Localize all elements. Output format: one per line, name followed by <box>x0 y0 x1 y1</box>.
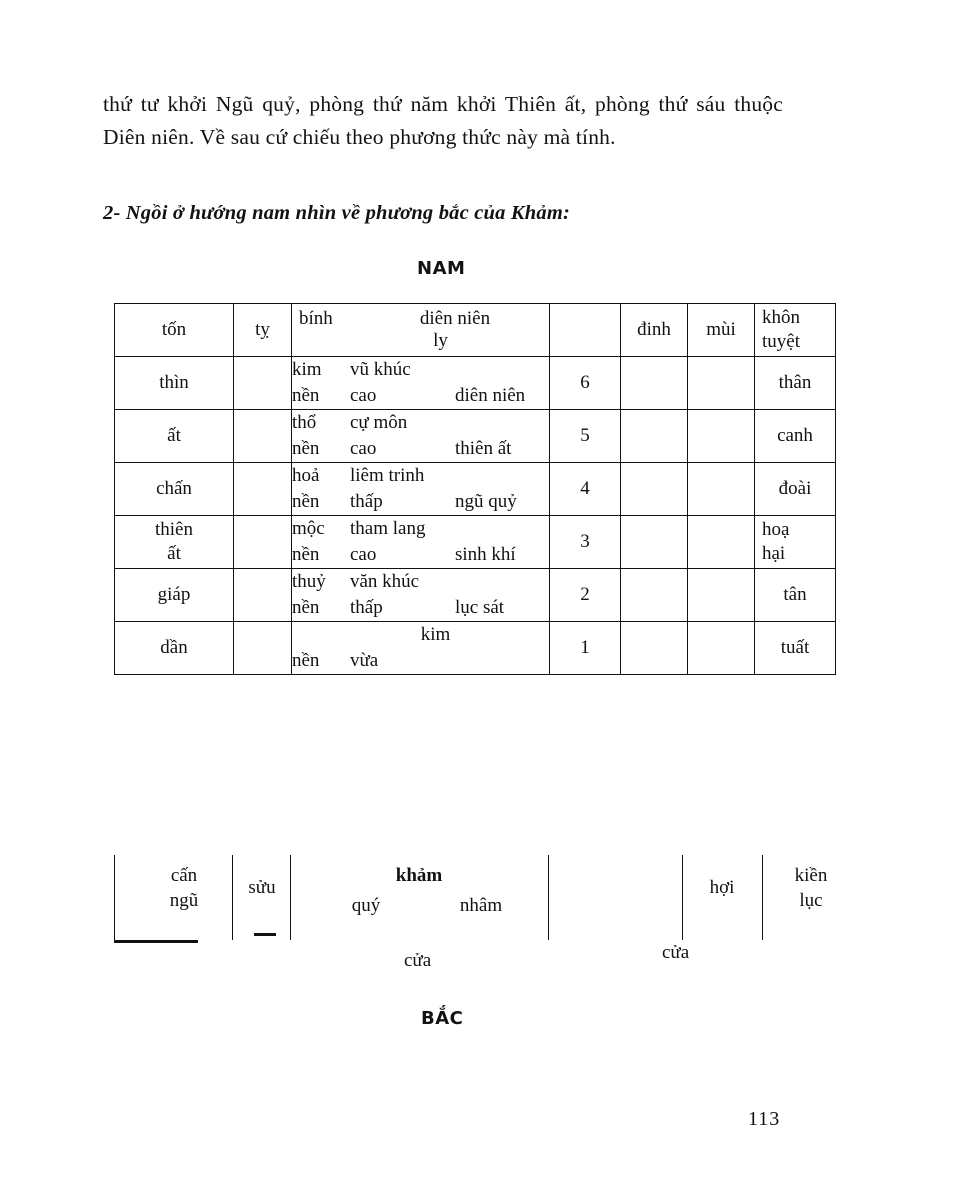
cell-r3-sub-a: cao <box>350 438 377 459</box>
divider-line <box>114 855 115 940</box>
cell-r7-c2 <box>234 622 292 675</box>
cell-r7-c6 <box>688 622 755 675</box>
table-row <box>115 304 836 357</box>
cell-r2-c5 <box>621 357 688 410</box>
direction-label-bac: BẮC <box>421 1008 464 1029</box>
cell-r5-c7 <box>755 516 836 569</box>
divider-line <box>232 855 233 940</box>
bottom-cell-nham: nhâm <box>459 895 503 916</box>
cell-r3-c5 <box>621 410 688 463</box>
cell-r7-sub: vừa <box>350 650 379 671</box>
cell-r3-c6 <box>688 410 755 463</box>
cell-r1-c5: đinh <box>621 304 688 357</box>
cell-r5-c6 <box>688 516 755 569</box>
cell-r5-sub-b: sinh khí <box>455 544 516 565</box>
cell-r2-c1: thìn <box>115 357 234 410</box>
direction-label-nam: NAM <box>417 258 466 279</box>
cell-r6-c7: tân <box>755 569 836 622</box>
bottom-cell-suu: sửu <box>248 877 276 898</box>
bottom-tick-line <box>254 933 276 936</box>
bottom-can-line2: ngũ <box>169 890 199 911</box>
cell-r7-c5 <box>621 622 688 675</box>
cell-r1-main: diên niên <box>419 308 491 329</box>
cell-r3-main: cự môn <box>350 412 408 433</box>
cell-r5-c7-line2: hại <box>762 543 786 564</box>
cell-r7-c1: dần <box>115 622 234 675</box>
cell-r5-c2 <box>234 516 292 569</box>
cell-r5-c1-line1: thiên <box>155 519 193 540</box>
divider-line <box>682 855 683 940</box>
cell-r4-c7: đoài <box>755 463 836 516</box>
cell-r1-c6: mùi <box>688 304 755 357</box>
cell-r2-num: 6 <box>550 357 621 410</box>
cell-r1-c2: tỵ <box>234 304 292 357</box>
divider-line <box>548 855 549 940</box>
cell-r5-sub-a: cao <box>350 544 377 565</box>
cell-r7-c3 <box>292 622 550 675</box>
cell-r1-c7-line2: tuyệt <box>762 331 800 352</box>
cell-r5-c1 <box>115 516 234 569</box>
table-row <box>115 463 836 516</box>
cell-r3-num: 5 <box>550 410 621 463</box>
cell-r4-element2: nền <box>292 491 320 512</box>
bottom-kien-line1: kiền <box>794 865 828 886</box>
cell-r1-c1: tốn <box>115 304 234 357</box>
cell-r3-c1: ất <box>115 410 234 463</box>
cell-r4-c1: chấn <box>115 463 234 516</box>
cell-r1-c7 <box>755 304 836 357</box>
bottom-cell-kien <box>766 863 856 913</box>
body-paragraph: thứ tư khởi Ngũ quỷ, phòng thứ năm khởi Thiên ất, phòng thứ sáu thuộc Diên niên. Về sau cứ chiếu theo phương thức này mà tính. <box>103 92 783 149</box>
table-row <box>115 516 836 569</box>
cell-r6-main: văn khúc <box>350 571 420 592</box>
table-row <box>115 569 836 622</box>
bottom-kien-line2: lục <box>799 890 823 911</box>
cell-r2-sub-a: cao <box>350 385 377 406</box>
door-label-right: cửa <box>662 942 690 963</box>
cell-r2-main: vũ khúc <box>350 359 411 380</box>
cell-r6-c5 <box>621 569 688 622</box>
cell-r5-element: mộc <box>292 518 325 539</box>
cell-r6-c3 <box>292 569 550 622</box>
cell-r1-c3 <box>292 304 550 357</box>
cell-r4-c6 <box>688 463 755 516</box>
cell-r5-num: 3 <box>550 516 621 569</box>
cell-r6-num: 2 <box>550 569 621 622</box>
cell-r4-c3 <box>292 463 550 516</box>
divider-line <box>762 855 763 940</box>
table-row <box>115 622 836 675</box>
cell-r3-c7: canh <box>755 410 836 463</box>
cell-r3-element: thổ <box>292 412 317 433</box>
cell-r1-c7-line1: khôn <box>762 307 800 328</box>
cell-r4-element: hoả <box>292 465 320 486</box>
cell-r4-main: liêm trinh <box>350 465 425 486</box>
cell-r6-sub-a: thấp <box>350 597 383 618</box>
bagua-grid-table <box>114 303 836 675</box>
bottom-cell-quy: quý <box>351 895 381 916</box>
cell-r7-element: nền <box>292 650 320 671</box>
cell-r1-sub: ly <box>433 330 448 351</box>
cell-r4-c5 <box>621 463 688 516</box>
cell-r4-c2 <box>234 463 292 516</box>
cell-r1-num <box>550 304 621 357</box>
page-number: 113 <box>748 1108 781 1130</box>
bottom-open-row <box>114 855 828 940</box>
cell-r6-sub-b: lục sát <box>455 597 505 618</box>
cell-r7-num: 1 <box>550 622 621 675</box>
cell-r1-element: bính <box>299 308 333 329</box>
table-row <box>115 357 836 410</box>
cell-r5-c1-line2: ất <box>167 543 181 564</box>
cell-r7-c7: tuất <box>755 622 836 675</box>
cell-r4-sub-a: thấp <box>350 491 383 512</box>
bottom-cell-can <box>138 863 230 913</box>
cell-r4-sub-b: ngũ quỷ <box>455 491 517 512</box>
bottom-cell-kham: khảm <box>395 865 443 886</box>
cell-r2-c7: thân <box>755 357 836 410</box>
cell-r2-element2: nền <box>292 385 320 406</box>
cell-r3-element2: nền <box>292 438 320 459</box>
bottom-can-line1: cấn <box>170 865 198 886</box>
cell-r5-c7-line1: hoạ <box>762 519 790 540</box>
cell-r3-c3 <box>292 410 550 463</box>
cell-r3-c2 <box>234 410 292 463</box>
section-subheading: 2- Ngồi ở hướng nam nhìn về phương bắc của Khảm: <box>103 202 570 224</box>
bottom-cell-hoi: hợi <box>709 877 735 898</box>
bottom-edge-line <box>114 940 198 943</box>
cell-r6-c1: giáp <box>115 569 234 622</box>
cell-r2-element: kim <box>292 359 322 380</box>
cell-r5-c3 <box>292 516 550 569</box>
cell-r3-sub-b: thiên ất <box>455 438 512 459</box>
cell-r6-c6 <box>688 569 755 622</box>
cell-r5-main: tham lang <box>350 518 426 539</box>
cell-r2-c6 <box>688 357 755 410</box>
cell-r6-element2: nền <box>292 597 320 618</box>
cell-r6-c2 <box>234 569 292 622</box>
table-row <box>115 410 836 463</box>
cell-r2-sub-b: diên niên <box>455 385 526 406</box>
cell-r5-c5 <box>621 516 688 569</box>
cell-r7-main: kim <box>420 624 451 645</box>
door-label-left: cửa <box>404 950 432 971</box>
cell-r6-element: thuỷ <box>292 571 326 592</box>
cell-r2-c2 <box>234 357 292 410</box>
cell-r2-c3 <box>292 357 550 410</box>
cell-r4-num: 4 <box>550 463 621 516</box>
divider-line <box>290 855 291 940</box>
cell-r5-element2: nền <box>292 544 320 565</box>
